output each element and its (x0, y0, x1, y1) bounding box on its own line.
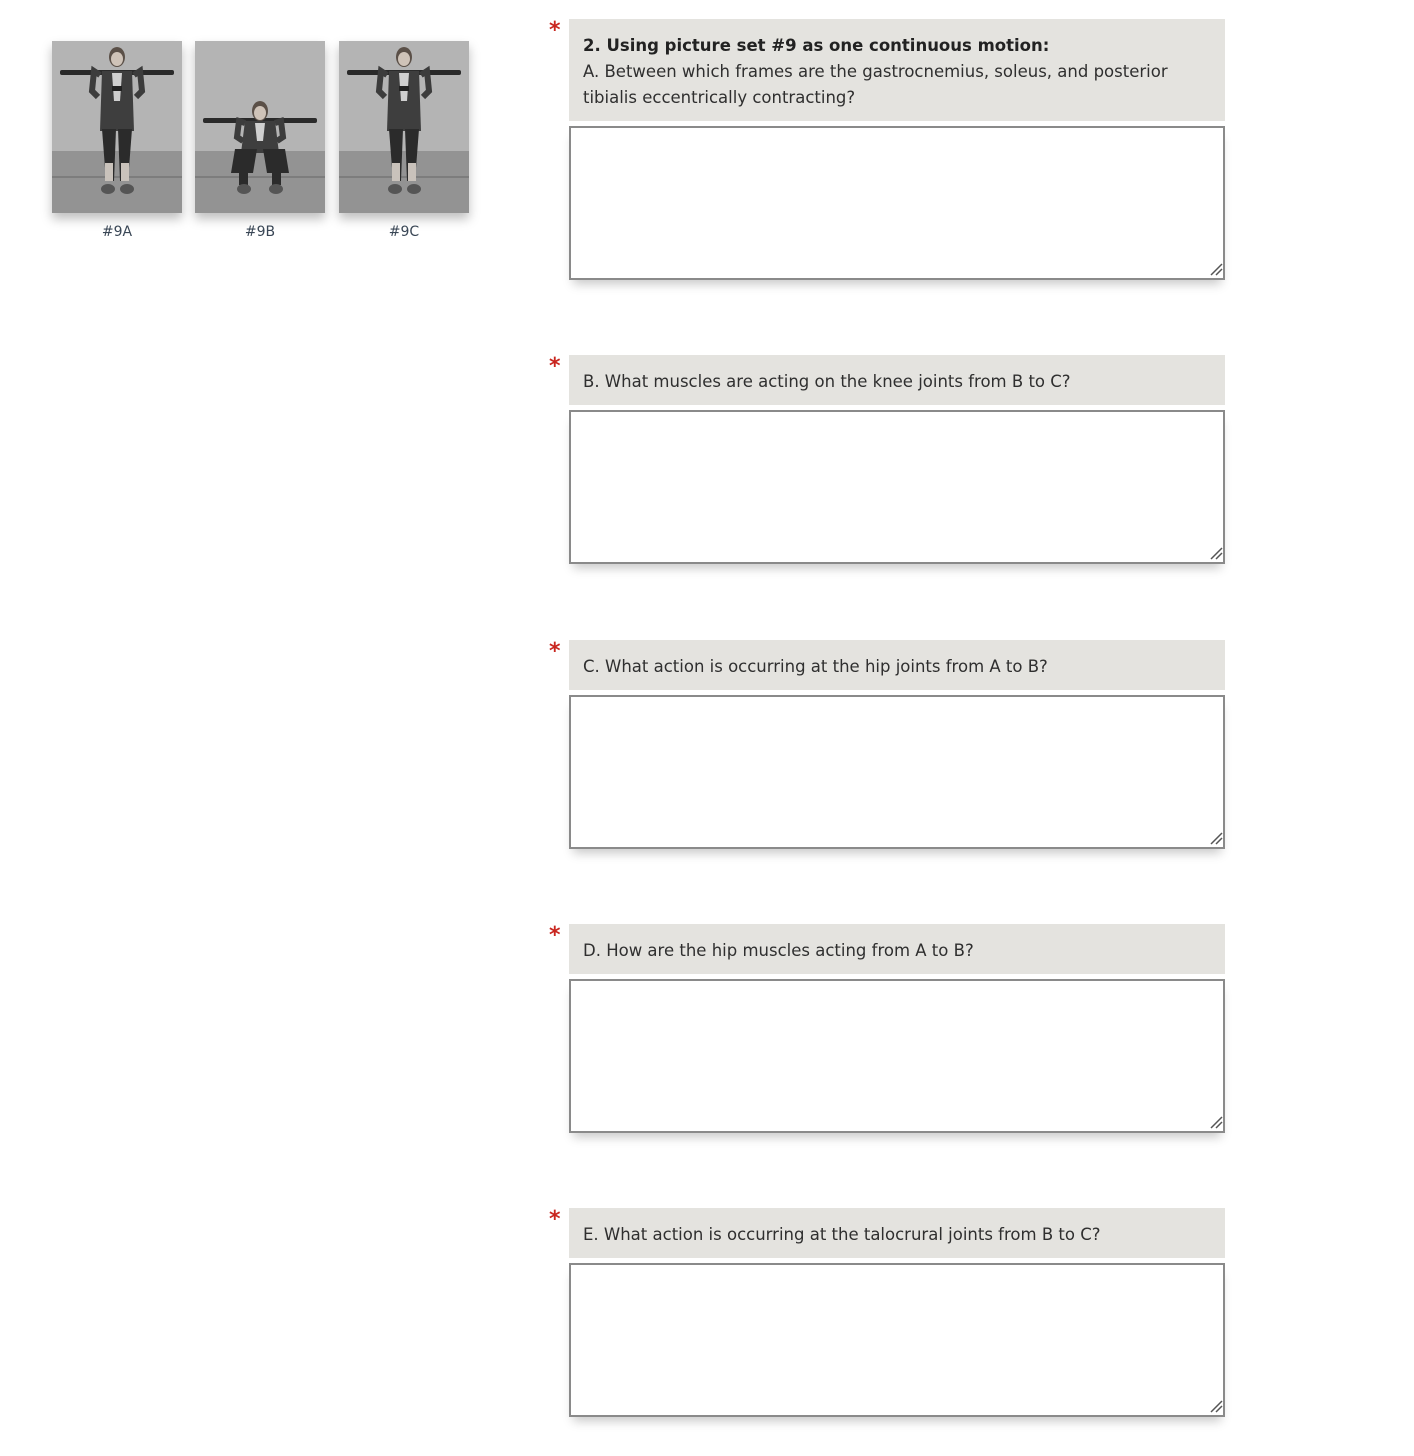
answer-wrapper-d (548, 979, 1228, 1133)
question-text-c: C. What action is occurring at the hip joints from A to B? (583, 657, 1048, 676)
question-prompt-c (569, 640, 1225, 690)
photo-card-9c (339, 41, 469, 240)
answer-wrapper-c (548, 695, 1228, 849)
answer-wrapper-b (548, 410, 1228, 564)
photo-9b-squat (195, 41, 325, 213)
required-asterisk: * (549, 18, 561, 43)
answer-wrapper-e (548, 1263, 1228, 1417)
question-text-e: E. What action is occurring at the talocrural joints from B to C? (583, 1225, 1101, 1244)
photo-caption-9a: #9A (101, 224, 133, 240)
photo-caption-9b: #9B (244, 224, 276, 240)
answer-textarea-d[interactable] (569, 979, 1225, 1133)
photo-9a-standing (52, 41, 182, 213)
photo-card-9a (52, 41, 182, 240)
resize-grip-icon[interactable] (1209, 1115, 1223, 1129)
photo-card-9b (195, 41, 325, 240)
resize-grip-icon[interactable] (1209, 546, 1223, 560)
answer-wrapper-a (548, 126, 1228, 280)
required-asterisk: * (549, 923, 561, 948)
question-text-d: D. How are the hip muscles acting from A to B? (583, 941, 974, 960)
answer-textarea-b[interactable] (569, 410, 1225, 564)
picture-set-9 (52, 41, 470, 251)
resize-grip-icon[interactable] (1209, 262, 1223, 276)
resize-grip-icon[interactable] (1209, 831, 1223, 845)
question-prompt-a (569, 19, 1225, 121)
required-asterisk: * (549, 354, 561, 379)
question-text-b: B. What muscles are acting on the knee joints from B to C? (583, 372, 1071, 391)
question-prompt-b (569, 355, 1225, 405)
question-prompt-d (569, 924, 1225, 974)
question-title: 2. Using picture set #9 as one continuous motion: (583, 36, 1050, 55)
question-prompt-e (569, 1208, 1225, 1258)
answer-textarea-c[interactable] (569, 695, 1225, 849)
required-asterisk: * (549, 639, 561, 664)
photo-9c-standing (339, 41, 469, 213)
required-asterisk: * (549, 1207, 561, 1232)
photo-caption-9c: #9C (388, 224, 420, 240)
resize-grip-icon[interactable] (1209, 1399, 1223, 1413)
question-text-a: A. Between which frames are the gastrocnemius, soleus, and posterior tibialis eccentrically contracting? (583, 62, 1168, 107)
answer-textarea-a[interactable] (569, 126, 1225, 280)
answer-textarea-e[interactable] (569, 1263, 1225, 1417)
